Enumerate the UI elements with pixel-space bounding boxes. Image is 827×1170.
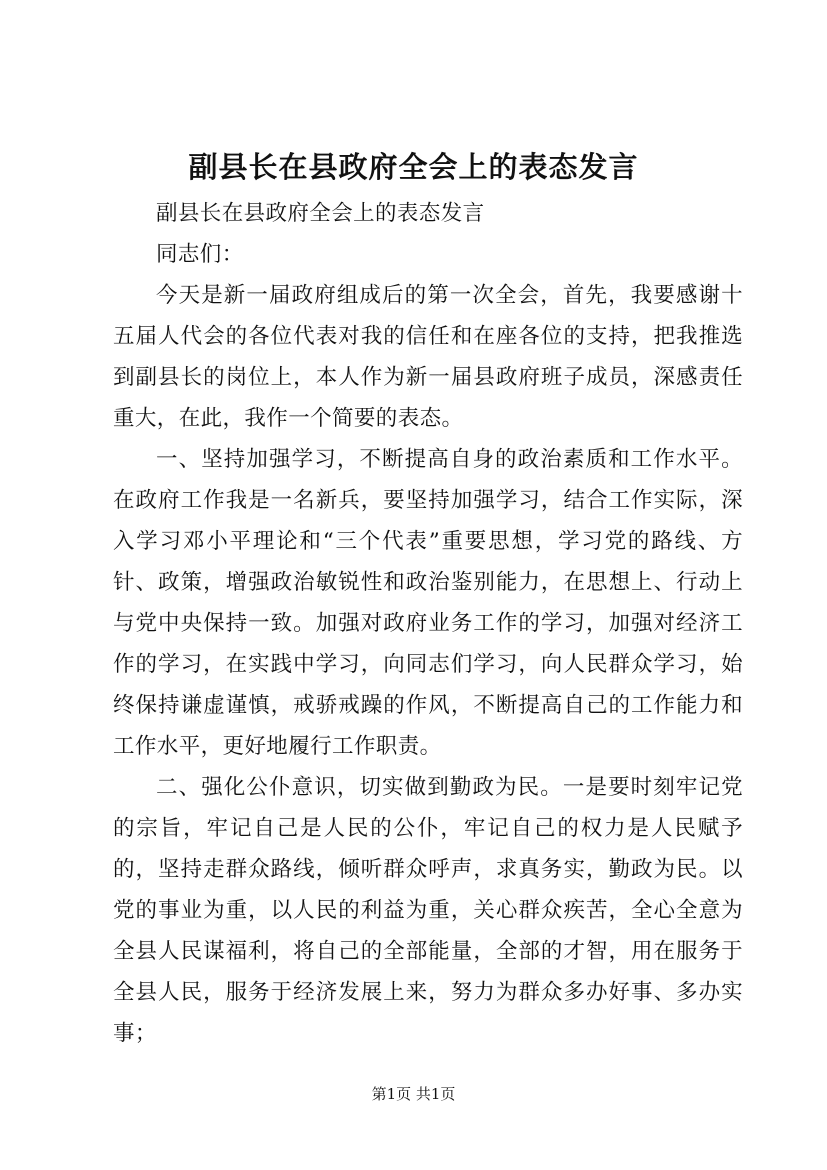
paragraph-point-one: 一、坚持加强学习，不断提高自身的政治素质和工作水平。在政府工作我是一名新兵，要坚持加强学习，结合工作实际，深入学习邓小平理论和“三个代表”重要思想，学习党的路线、方针、政策，增强政治敏锐性和政治鉴别能力，在思想上、行动上与党中央保持一致。加强对政府业务工作的学习，加强对经济工作的学习，在实践中学习，向同志们学习，向人民群众学习，始终保持谦虚谨慎，戒骄戒躁的作风，不断提高自己的工作能力和工作水平，更好地履行工作职责。 bbox=[113, 447, 743, 759]
document-body bbox=[113, 193, 743, 1054]
paragraph-salutation: 同志们： bbox=[156, 242, 244, 267]
paragraph-subtitle: 副县长在县政府全会上的表态发言 bbox=[156, 201, 485, 226]
document-title: 副县长在县政府全会上的表态发言 bbox=[188, 150, 639, 184]
page-footer: 第1页 共1页 bbox=[371, 1085, 456, 1103]
paragraph-point-two: 二、强化公仆意识，切实做到勤政为民。一是要时刻牢记党的宗旨，牢记自己是人民的公仆，牢记自己的权力是人民赋予的，坚持走群众路线，倾听群众呼声，求真务实，勤政为民。以党的事业为重，以人民的利益为重，关心群众疾苦，全心全意为全县人民谋福利，将自己的全部能量，全部的才智，用在服务于全县人民，服务于经济发展上来，努力为群众多办好事、多办实事； bbox=[113, 775, 743, 1046]
paragraph-intro: 今天是新一届政府组成后的第一次全会，首先，我要感谢十五届人代会的各位代表对我的信任和在座各位的支持，把我推选到副县长的岗位上，本人作为新一届县政府班子成员，深感责任重大，在此，我作一个简要的表态。 bbox=[113, 283, 743, 431]
